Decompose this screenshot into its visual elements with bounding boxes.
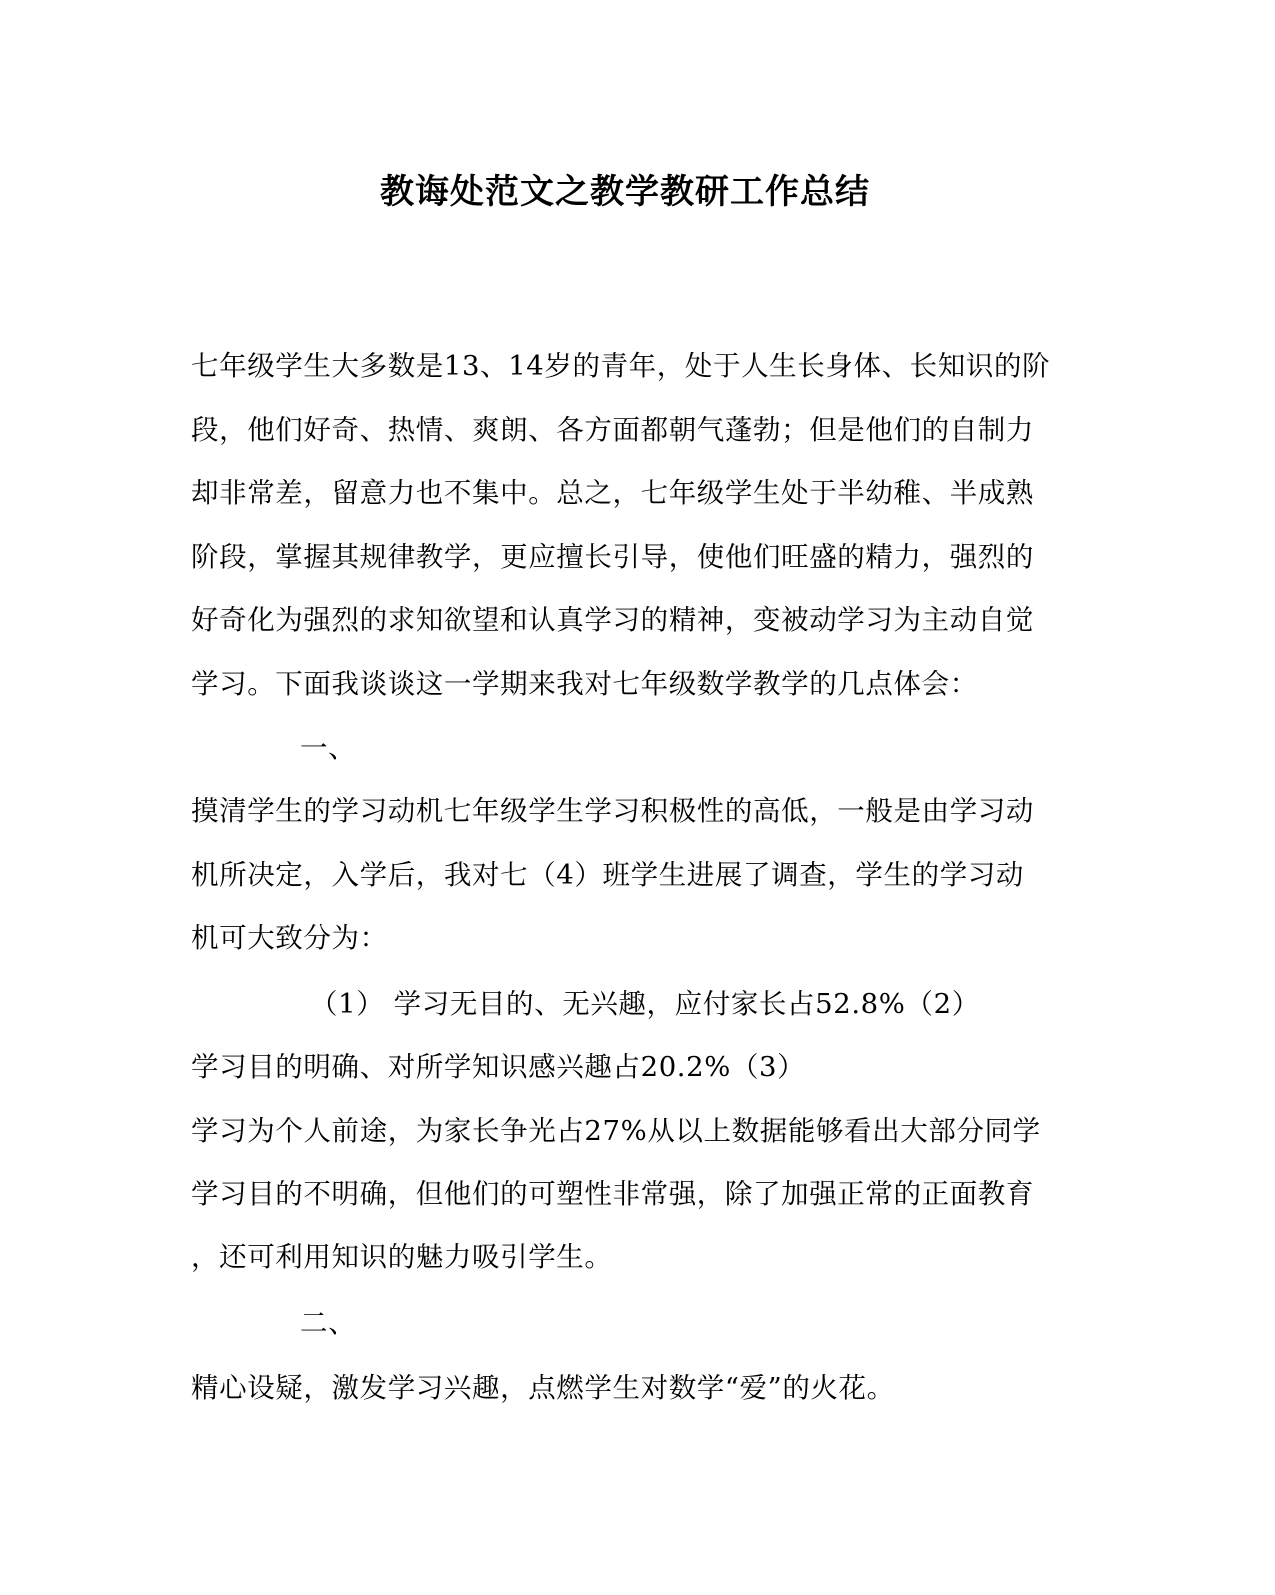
paragraph-line: 段，他们好奇、热情、爽朗、各方面都朝气蓬勃；但是他们的自制力 [191,414,1034,446]
paragraph-line: 却非常差，留意力也不集中。总之，七年级学生处于半幼稚、半成熟 [191,477,1034,509]
paragraph-line: 七年级学生大多数是13、14岁的青年，处于人生长身体、长知识的阶 [191,350,1051,382]
paragraph-line: 学习。下面我谈谈这一学期来我对七年级数学教学的几点体会： [191,668,978,700]
list-item-line: 学习目的明确、对所学知识感兴趣占20.2%（3） [191,1051,806,1083]
paragraph-line: 机可大致分为： [191,922,388,954]
section-heading-1: 一、 [300,732,357,764]
document-title: 教诲处范文之教学教研工作总结 [380,172,870,212]
list-item-line: （1） 学习无目的、无兴趣，应付家长占52.8%（2） [310,988,980,1020]
paragraph-line: 好奇化为强烈的求知欲望和认真学习的精神，变被动学习为主动自觉 [191,604,1034,636]
paragraph-line: 阶段，掌握其规律教学，更应擅长引导，使他们旺盛的精力，强烈的 [191,541,1034,573]
paragraph-line: 学习目的不明确，但他们的可塑性非常强，除了加强正常的正面教育 [191,1178,1034,1210]
paragraph-line: 机所决定，入学后，我对七（4）班学生进展了调查，学生的学习动 [191,859,1024,891]
paragraph-line: 摸清学生的学习动机七年级学生学习积极性的高低，一般是由学习动 [191,795,1034,827]
paragraph-line: 学习为个人前途，为家长争光占27%从以上数据能够看出大部分同学 [191,1115,1041,1147]
section-heading-2: 二、 [300,1307,357,1339]
paragraph-line: ，还可利用知识的魅力吸引学生。 [191,1241,613,1273]
paragraph-line: 精心设疑，激发学习兴趣，点燃学生对数学“爱”的火花。 [191,1372,895,1404]
